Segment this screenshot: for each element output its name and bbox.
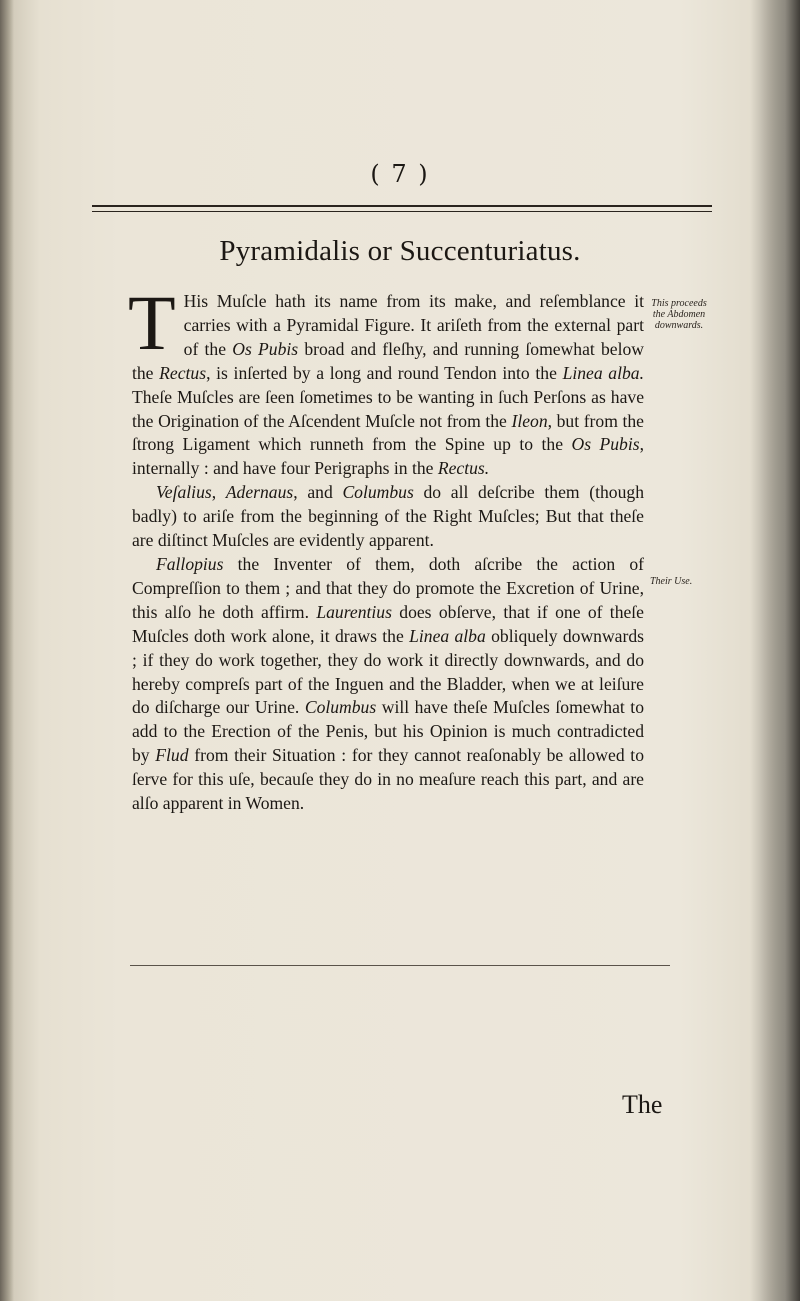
- drop-cap: T: [128, 279, 176, 366]
- catchword: The: [622, 1090, 663, 1119]
- italic-term: Linea alba.: [562, 362, 644, 383]
- margin-note-use: Their Use.: [650, 576, 693, 587]
- italic-term: Columbus: [342, 482, 414, 503]
- header-rule-thin: [92, 211, 712, 212]
- page-edge-shadow: [750, 0, 800, 1301]
- text-run: , is inſerted by a long and round Tendon into the: [206, 362, 563, 383]
- text-run: from their Situation : for they cannot reaſonably be allowed to ſerve for this uſe, becauſe they do in no meaſure reach this part, and are alſo apparent in Women.: [132, 745, 644, 814]
- paragraph-2: [132, 481, 644, 553]
- text-run: , but from the ſtrong Ligament which runneth from the Spine up to the: [132, 410, 644, 455]
- text-run: the Inventer of them, doth aſcribe the action of Compreſſion to them ; and that they do promote the Excretion of Urine, this alſo he doth affirm.: [132, 553, 644, 622]
- text-run: broad and fleſhy, and running ſomewhat below the: [132, 338, 644, 383]
- text-run: do all deſcribe them (though badly) to ariſe from the beginning of the Right Muſcles; But that theſe are diſtinct Muſcles are evidently apparent.: [132, 482, 644, 551]
- italic-term: Ileon: [511, 410, 548, 431]
- italic-term: Veſalius: [156, 482, 212, 503]
- paragraph-3: [132, 553, 644, 816]
- italic-term: Rectus: [159, 362, 207, 383]
- footer-rule: [130, 965, 670, 966]
- text-run: , and: [293, 482, 343, 503]
- italic-term: Os Pubis: [571, 434, 640, 455]
- header-rule: [92, 205, 712, 207]
- text-run: ,: [211, 482, 226, 503]
- text-run: , internally : and have four Perigraphs in the: [132, 434, 644, 479]
- italic-term: Os Pubis: [232, 338, 299, 359]
- page-spine-shadow: [0, 0, 14, 1301]
- italic-term: Flud: [155, 745, 189, 766]
- text-run: does obſerve, that if one of theſe Muſcles doth work alone, it draws the: [132, 601, 644, 646]
- italic-term: Adernaus: [225, 482, 294, 503]
- margin-note-procession: This proceeds the Abdomen downwards.: [651, 298, 707, 331]
- italic-term: Laurentius: [316, 601, 392, 622]
- page-number: ( 7 ): [370, 160, 430, 188]
- text-run: obliquely downwards ; if they do work together, they do work it directly downwards, and do hereby compreſs part of the Inguen and the Bladder, when we at leiſure do diſcharge our Urine.: [132, 625, 644, 718]
- italic-term: Fallopius: [156, 553, 224, 574]
- text-run: His Muſcle hath its name from its make, and reſemblance it carries with a Pyramidal Figure. It ariſeth from the external part of the: [183, 291, 644, 359]
- paragraph-1: [128, 279, 644, 481]
- italic-term: Rectus.: [437, 458, 490, 479]
- body-text: [128, 279, 644, 816]
- italic-term: Columbus: [304, 697, 377, 718]
- text-run: will have theſe Muſcles ſomewhat to add to the Erection of the Penis, but his Opinion is much contradicted by: [132, 697, 644, 766]
- text-run: Theſe Muſcles are ſeen ſometimes to be wanting in ſuch Perſons as have the Origination of the Aſcendent Muſcle not from the: [132, 386, 644, 431]
- section-title: Pyramidalis or Succenturiatus.: [219, 235, 581, 267]
- italic-term: Linea alba: [409, 625, 486, 646]
